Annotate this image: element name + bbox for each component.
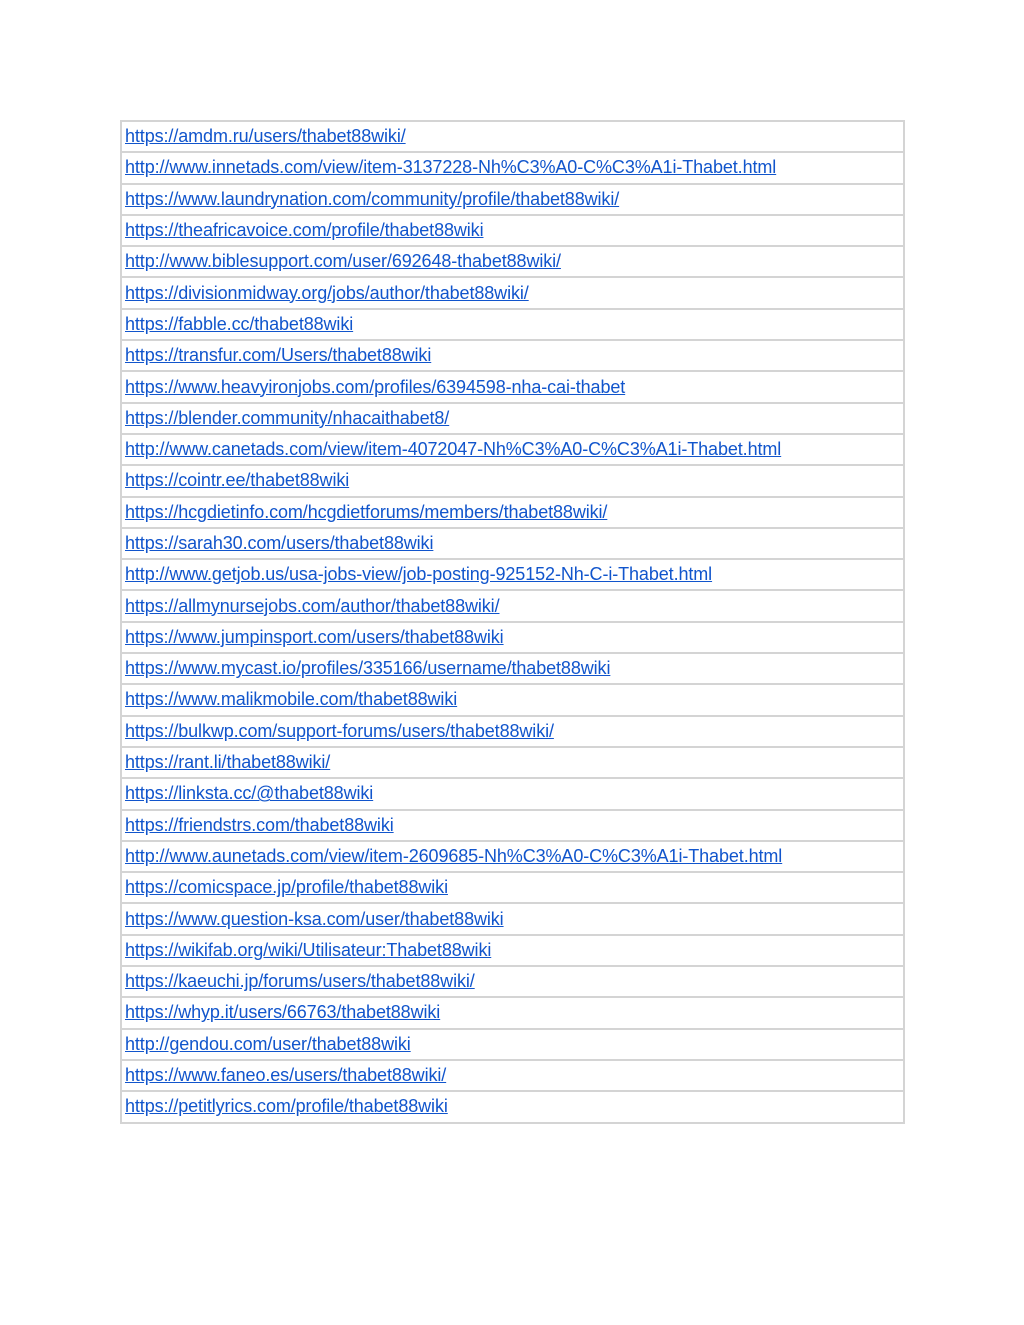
table-cell: [121, 935, 904, 966]
table-row: [121, 966, 904, 997]
table-row: [121, 872, 904, 903]
table-cell: [121, 559, 904, 590]
link[interactable]: https://amdm.ru/users/thabet88wiki/: [125, 126, 406, 147]
link-table: [120, 120, 905, 1124]
table-row: [121, 497, 904, 528]
table-cell: [121, 340, 904, 371]
link-table-body: [121, 121, 904, 1123]
link[interactable]: http://www.biblesupport.com/user/692648-thabet88wiki/: [125, 251, 561, 272]
table-cell: [121, 215, 904, 246]
table-cell: [121, 872, 904, 903]
table-cell: [121, 622, 904, 653]
table-row: [121, 121, 904, 152]
table-cell: [121, 184, 904, 215]
table-cell: [121, 778, 904, 809]
link[interactable]: https://kaeuchi.jp/forums/users/thabet88wiki/: [125, 971, 475, 992]
link[interactable]: https://friendstrs.com/thabet88wiki: [125, 814, 394, 835]
table-cell: [121, 528, 904, 559]
table-row: [121, 528, 904, 559]
table-cell: [121, 309, 904, 340]
table-row: [121, 277, 904, 308]
link[interactable]: https://whyp.it/users/66763/thabet88wiki: [125, 1002, 441, 1023]
table-cell: [121, 903, 904, 934]
table-row: [121, 622, 904, 653]
table-row: [121, 1029, 904, 1060]
table-row: [121, 152, 904, 183]
table-row: [121, 997, 904, 1028]
link[interactable]: https://www.malikmobile.com/thabet88wiki: [125, 689, 458, 710]
table-row: [121, 184, 904, 215]
table-cell: [121, 1060, 904, 1091]
link[interactable]: https://cointr.ee/thabet88wiki: [125, 470, 350, 491]
table-cell: [121, 246, 904, 277]
table-cell: [121, 747, 904, 778]
table-cell: [121, 403, 904, 434]
link[interactable]: https://theafricavoice.com/profile/thabet88wiki: [125, 220, 484, 241]
table-cell: [121, 277, 904, 308]
table-row: [121, 841, 904, 872]
table-row: [121, 716, 904, 747]
table-cell: [121, 121, 904, 152]
table-row: [121, 371, 904, 402]
table-cell: [121, 1029, 904, 1060]
table-row: [121, 309, 904, 340]
table-row: [121, 1060, 904, 1091]
table-cell: [121, 1091, 904, 1122]
link[interactable]: https://www.question-ksa.com/user/thabet88wiki: [125, 908, 504, 929]
table-row: [121, 684, 904, 715]
table-cell: [121, 371, 904, 402]
link[interactable]: https://allmynursejobs.com/author/thabet88wiki/: [125, 595, 500, 616]
table-row: [121, 1091, 904, 1122]
link[interactable]: http://www.aunetads.com/view/item-2609685-Nh%C3%A0-C%C3%A1i-Thabet.html: [125, 845, 783, 866]
link[interactable]: https://linksta.cc/@thabet88wiki: [125, 783, 374, 804]
table-cell: [121, 465, 904, 496]
table-row: [121, 246, 904, 277]
table-cell: [121, 152, 904, 183]
table-row: [121, 434, 904, 465]
link[interactable]: https://fabble.cc/thabet88wiki: [125, 313, 354, 334]
table-cell: [121, 653, 904, 684]
link[interactable]: https://comicspace.jp/profile/thabet88wiki: [125, 877, 448, 898]
link[interactable]: https://petitlyrics.com/profile/thabet88wiki: [125, 1096, 448, 1117]
link[interactable]: https://www.mycast.io/profiles/335166/username/thabet88wiki: [125, 658, 611, 679]
link[interactable]: https://transfur.com/Users/thabet88wiki: [125, 345, 432, 366]
table-cell: [121, 966, 904, 997]
link[interactable]: https://www.laundrynation.com/community/profile/thabet88wiki/: [125, 188, 620, 209]
link[interactable]: https://hcgdietinfo.com/hcgdietforums/members/thabet88wiki/: [125, 501, 608, 522]
table-row: [121, 653, 904, 684]
table-row: [121, 778, 904, 809]
link[interactable]: http://www.innetads.com/view/item-3137228-Nh%C3%A0-C%C3%A1i-Thabet.html: [125, 157, 777, 178]
link[interactable]: https://bulkwp.com/support-forums/users/thabet88wiki/: [125, 720, 554, 741]
link[interactable]: https://blender.community/nhacaithabet8/: [125, 407, 450, 428]
table-cell: [121, 497, 904, 528]
table-row: [121, 340, 904, 371]
link[interactable]: https://www.faneo.es/users/thabet88wiki/: [125, 1065, 447, 1086]
table-cell: [121, 841, 904, 872]
link[interactable]: https://rant.li/thabet88wiki/: [125, 752, 331, 773]
table-cell: [121, 434, 904, 465]
table-row: [121, 403, 904, 434]
link[interactable]: https://divisionmidway.org/jobs/author/thabet88wiki/: [125, 282, 529, 303]
link[interactable]: http://gendou.com/user/thabet88wiki: [125, 1033, 411, 1054]
table-cell: [121, 684, 904, 715]
table-row: [121, 590, 904, 621]
link[interactable]: http://www.getjob.us/usa-jobs-view/job-posting-925152-Nh-C-i-Thabet.html: [125, 564, 713, 585]
table-cell: [121, 716, 904, 747]
link[interactable]: https://wikifab.org/wiki/Utilisateur:Thabet88wiki: [125, 939, 492, 960]
table-row: [121, 747, 904, 778]
link[interactable]: https://www.heavyironjobs.com/profiles/6394598-nha-cai-thabet: [125, 376, 626, 397]
table-cell: [121, 810, 904, 841]
table-row: [121, 903, 904, 934]
link[interactable]: https://www.jumpinsport.com/users/thabet88wiki: [125, 626, 504, 647]
link[interactable]: http://www.canetads.com/view/item-4072047-Nh%C3%A0-C%C3%A1i-Thabet.html: [125, 439, 782, 460]
table-row: [121, 810, 904, 841]
table-cell: [121, 997, 904, 1028]
table-row: [121, 215, 904, 246]
table-row: [121, 559, 904, 590]
link[interactable]: https://sarah30.com/users/thabet88wiki: [125, 533, 434, 553]
table-row: [121, 935, 904, 966]
table-cell: [121, 590, 904, 621]
table-row: [121, 465, 904, 496]
